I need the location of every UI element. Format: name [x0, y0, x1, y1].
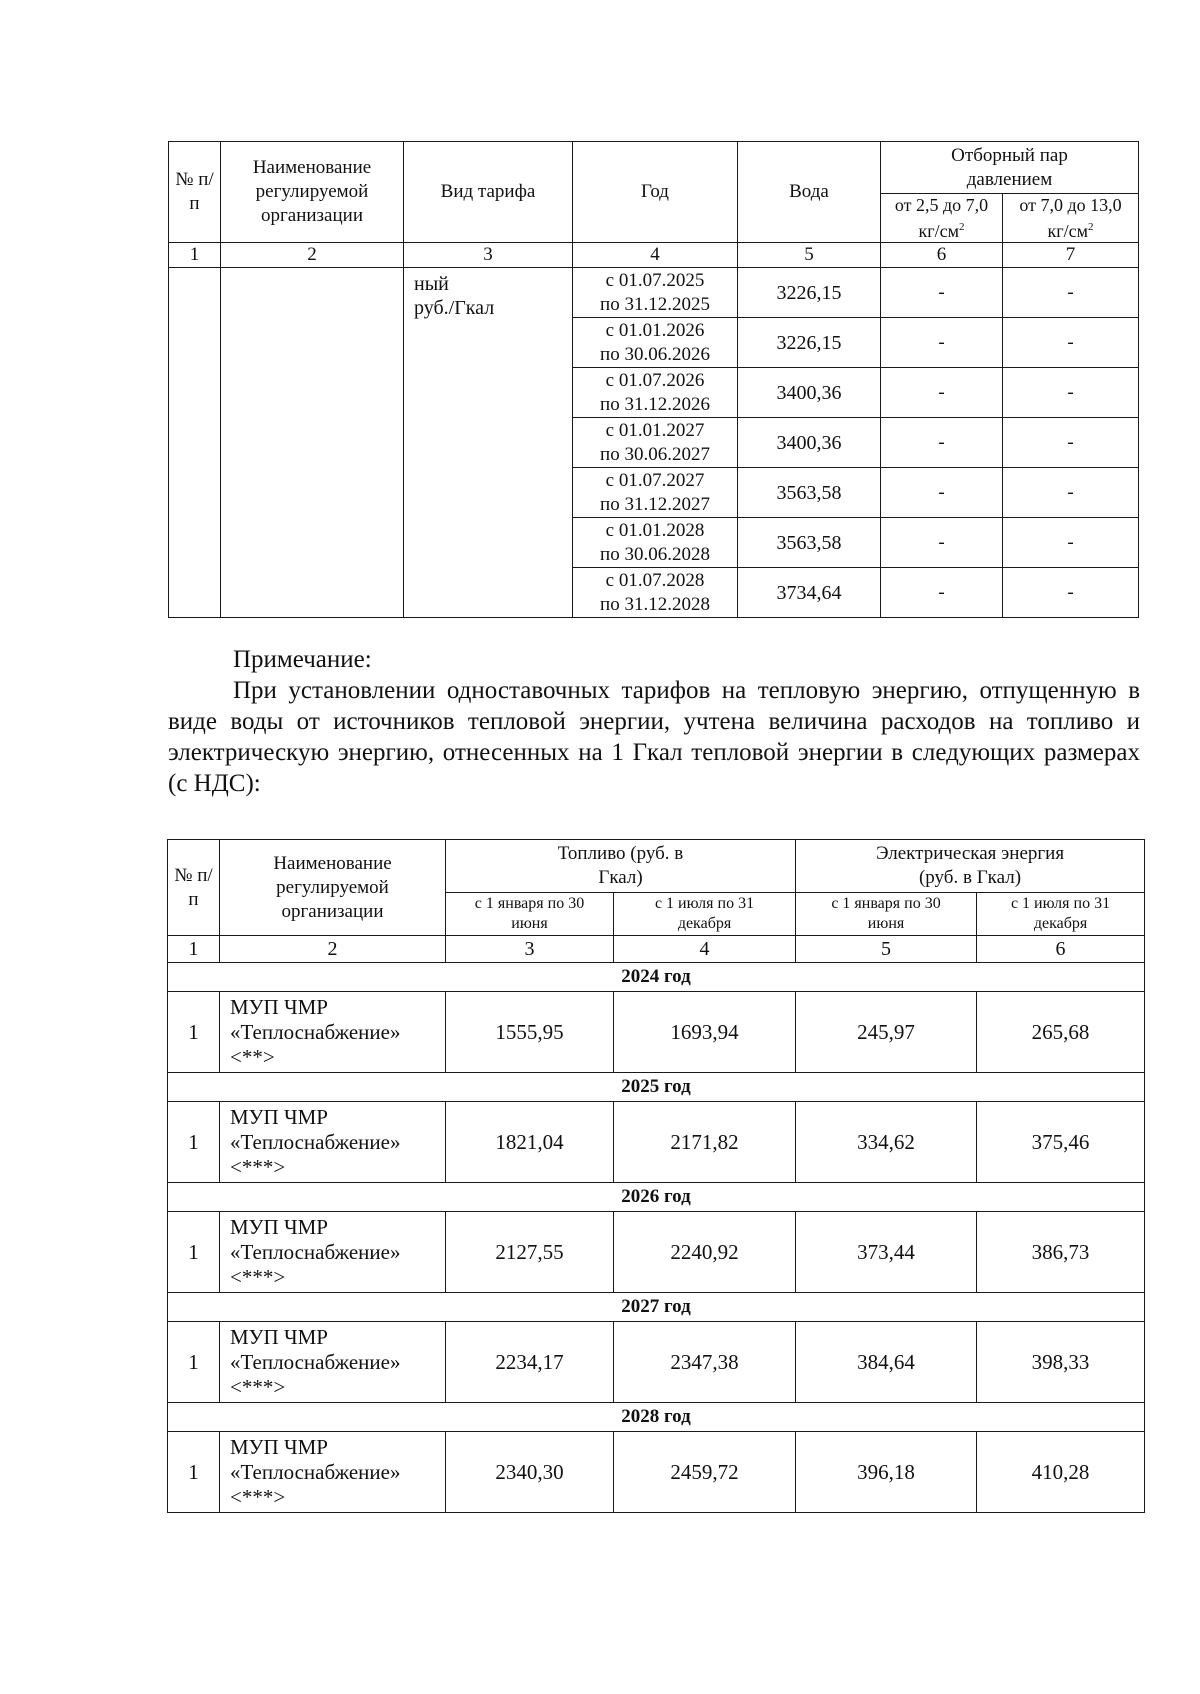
header-steam-low: от 2,5 до 7,0 $кг/см^2$	[881, 194, 1003, 243]
table-row	[168, 1102, 1145, 1183]
electric-h2-value: 375,46	[977, 1102, 1145, 1183]
empty-cell	[169, 268, 221, 618]
fuel-h1-value: 1555,95	[446, 992, 614, 1073]
year-label: 2027 год	[168, 1293, 1145, 1322]
header-electric-h1: с 1 января по 30 июня	[796, 893, 977, 936]
header-water: Вода	[738, 142, 881, 243]
empty-cell	[221, 268, 404, 618]
steam-high-value: -	[1003, 418, 1139, 468]
header-tariff-type: Вид тарифа	[404, 142, 573, 243]
period-cell: с 01.01.2026 по 30.06.2026	[573, 318, 738, 368]
header-fuel-h2: с 1 июля по 31 декабря	[614, 893, 796, 936]
water-value: 3563,58	[738, 518, 881, 568]
row-number: 1	[168, 992, 220, 1073]
note-section	[168, 644, 1140, 799]
year-row	[168, 1183, 1145, 1212]
water-value: 3226,15	[738, 318, 881, 368]
header-fuel-h1: с 1 января по 30 июня	[446, 893, 614, 936]
fuel-h2-value: 2240,92	[614, 1212, 796, 1293]
header-no: № п/п	[168, 840, 220, 936]
year-label: 2026 год	[168, 1183, 1145, 1212]
column-number: 3	[404, 243, 573, 268]
org-name: МУП ЧМР «Теплоснабжение» <***>	[220, 1432, 446, 1513]
costs-table	[167, 839, 1145, 1513]
steam-high-value: -	[1003, 368, 1139, 418]
column-number: 6	[977, 936, 1145, 963]
column-number: 1	[169, 243, 221, 268]
table-row	[168, 1212, 1145, 1293]
row-number: 1	[168, 1432, 220, 1513]
org-name: МУП ЧМР «Теплоснабжение» <***>	[220, 1102, 446, 1183]
fuel-h1-value: 2340,30	[446, 1432, 614, 1513]
fuel-h1-value: 1821,04	[446, 1102, 614, 1183]
fuel-h1-value: 2127,55	[446, 1212, 614, 1293]
column-number: 3	[446, 936, 614, 963]
row-number: 1	[168, 1212, 220, 1293]
column-number: 4	[614, 936, 796, 963]
column-number: 2	[221, 243, 404, 268]
electric-h1-value: 334,62	[796, 1102, 977, 1183]
electric-h2-value: 398,33	[977, 1322, 1145, 1403]
electric-h1-value: 384,64	[796, 1322, 977, 1403]
fuel-h2-value: 2347,38	[614, 1322, 796, 1403]
org-name: МУП ЧМР «Теплоснабжение» <***>	[220, 1212, 446, 1293]
steam-high-value: -	[1003, 268, 1139, 318]
column-number: 5	[738, 243, 881, 268]
header-fuel: Топливо (руб. в Гкал)	[446, 840, 796, 893]
column-number: 5	[796, 936, 977, 963]
tariff-type-cell	[404, 268, 573, 618]
year-label: 2028 год	[168, 1403, 1145, 1432]
electric-h2-value: 386,73	[977, 1212, 1145, 1293]
steam-low-value: -	[881, 368, 1003, 418]
year-label: 2024 год	[168, 963, 1145, 992]
fuel-h1-value: 2234,17	[446, 1322, 614, 1403]
row-number: 1	[168, 1102, 220, 1183]
period-cell: с 01.07.2027 по 31.12.2027	[573, 468, 738, 518]
header-no: № п/п	[169, 142, 221, 243]
column-number: 7	[1003, 243, 1139, 268]
org-name: МУП ЧМР «Теплоснабжение» <**>	[220, 992, 446, 1073]
tariff-type-line: ный	[414, 273, 449, 295]
fuel-h2-value: 2171,82	[614, 1102, 796, 1183]
column-number: 1	[168, 936, 220, 963]
steam-low-value: -	[881, 518, 1003, 568]
period-cell: с 01.07.2028 по 31.12.2028	[573, 568, 738, 618]
year-row	[168, 963, 1145, 992]
steam-high-value: -	[1003, 468, 1139, 518]
period-cell: с 01.07.2026 по 31.12.2026	[573, 368, 738, 418]
year-row	[168, 1293, 1145, 1322]
period-cell: с 01.01.2027 по 30.06.2027	[573, 418, 738, 468]
fuel-h2-value: 2459,72	[614, 1432, 796, 1513]
period-cell: с 01.07.2025 по 31.12.2025	[573, 268, 738, 318]
table-row	[169, 268, 1139, 318]
steam-low-value: -	[881, 568, 1003, 618]
header-electric-h2: с 1 июля по 31 декабря	[977, 893, 1145, 936]
org-name: МУП ЧМР «Теплоснабжение» <***>	[220, 1322, 446, 1403]
water-value: 3400,36	[738, 368, 881, 418]
header-electric: Электрическая энергия (руб. в Гкал)	[796, 840, 1145, 893]
table-row	[168, 1322, 1145, 1403]
tariff-unit: руб./Гкал	[414, 297, 495, 319]
column-number: 6	[881, 243, 1003, 268]
period-cell: с 01.01.2028 по 30.06.2028	[573, 518, 738, 568]
steam-high-value: -	[1003, 518, 1139, 568]
row-number: 1	[168, 1322, 220, 1403]
electric-h2-value: 265,68	[977, 992, 1145, 1073]
electric-h1-value: 373,44	[796, 1212, 977, 1293]
note-title: Примечание:	[233, 646, 372, 673]
column-number: 4	[573, 243, 738, 268]
water-value: 3400,36	[738, 418, 881, 468]
water-value: 3734,64	[738, 568, 881, 618]
steam-low-value: -	[881, 268, 1003, 318]
table-row	[168, 1432, 1145, 1513]
header-org: Наименование регулируемой организации	[221, 142, 404, 243]
electric-h1-value: 396,18	[796, 1432, 977, 1513]
year-label: 2025 год	[168, 1073, 1145, 1102]
table-row	[168, 992, 1145, 1073]
header-year: Год	[573, 142, 738, 243]
steam-low-value: -	[881, 318, 1003, 368]
steam-low-value: -	[881, 468, 1003, 518]
water-value: 3226,15	[738, 268, 881, 318]
steam-high-value: -	[1003, 318, 1139, 368]
steam-low-value: -	[881, 418, 1003, 468]
electric-h2-value: 410,28	[977, 1432, 1145, 1513]
fuel-h2-value: 1693,94	[614, 992, 796, 1073]
header-org: Наименование регулируемой организации	[220, 840, 446, 936]
tariff-table	[168, 141, 1139, 618]
steam-high-value: -	[1003, 568, 1139, 618]
column-number: 2	[220, 936, 446, 963]
year-row	[168, 1073, 1145, 1102]
header-steam-high: от 7,0 до 13,0 $кг/см^2$	[1003, 194, 1139, 243]
electric-h1-value: 245,97	[796, 992, 977, 1073]
water-value: 3563,58	[738, 468, 881, 518]
header-steam: Отборный пар давлением	[881, 142, 1139, 194]
note-body: При установлении одноставочных тарифов на тепловую энергию, отпущенную в виде воды от источников тепловой энергии, учтена величина расходов на топливо и электрическую энергию, отнесенных на 1 Гкал тепловой энергии в следующих размерах (с НДС):	[168, 677, 1140, 797]
year-row	[168, 1403, 1145, 1432]
